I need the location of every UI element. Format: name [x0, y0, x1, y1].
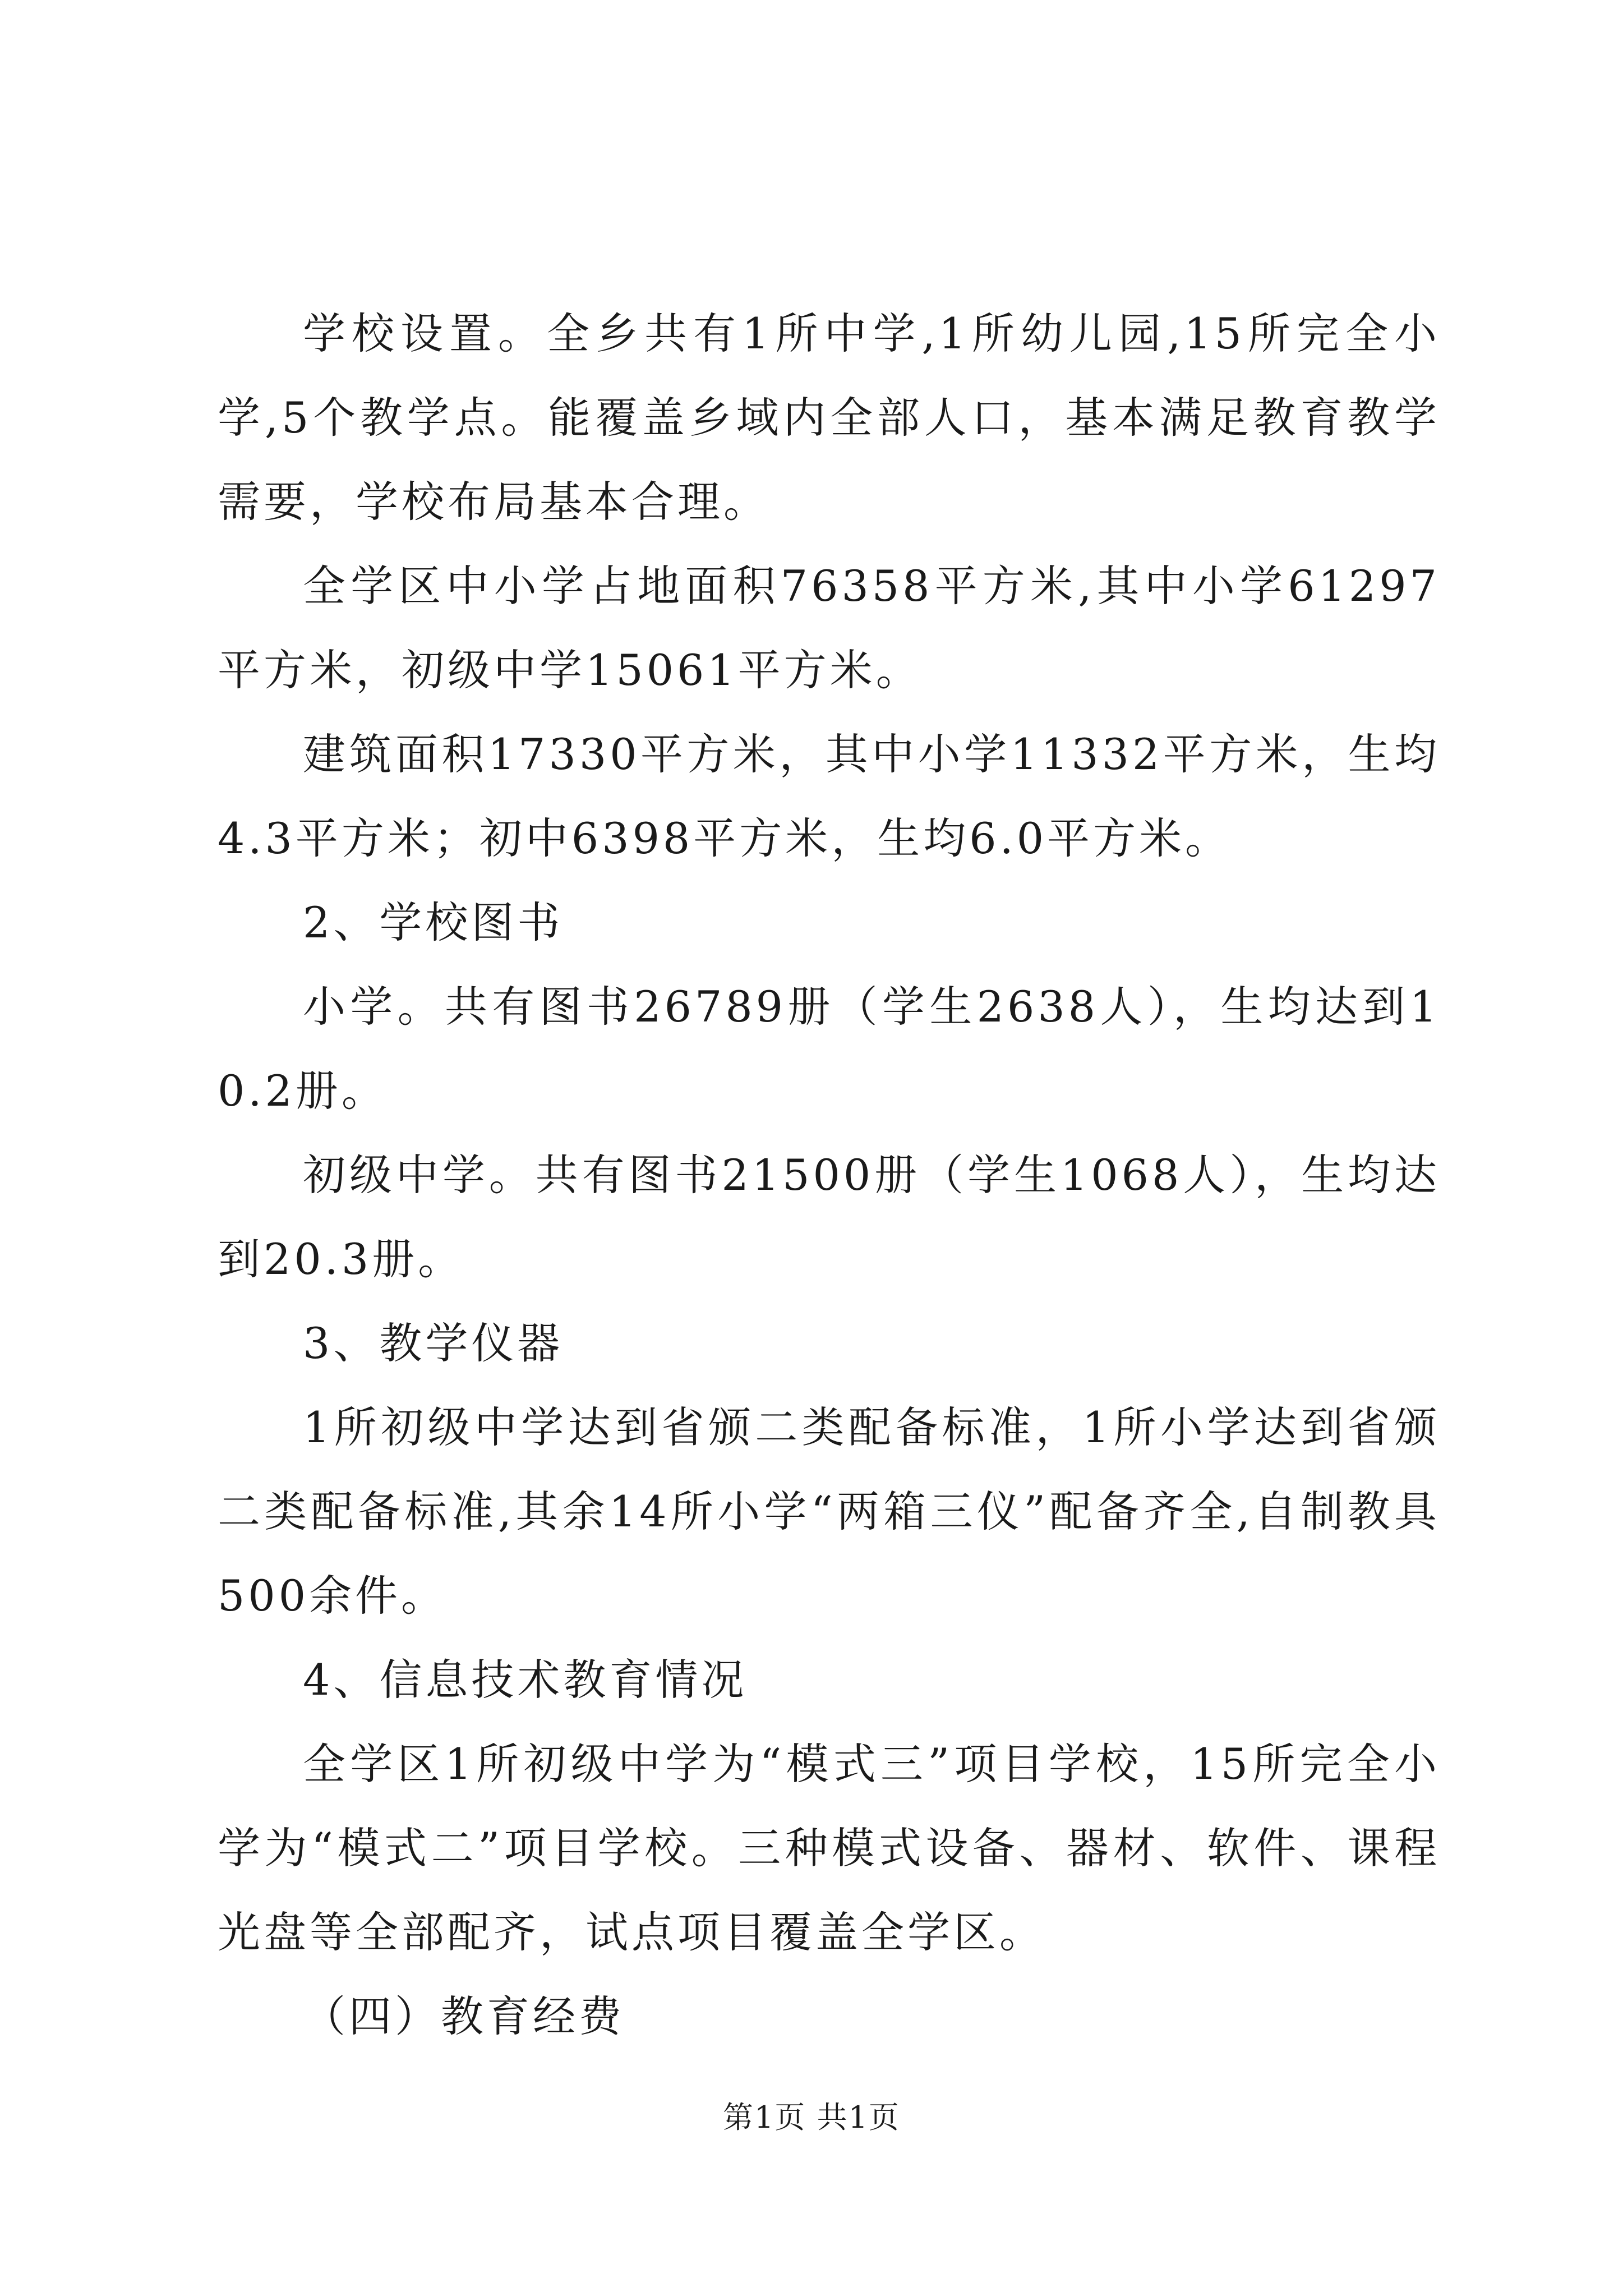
paragraph-land-area: 全学区中小学占地面积76358平方米,其中小学61297平方米，初级中学15061平方米。: [218, 561, 1440, 695]
section-heading-it-education: 4、信息技术教育情况: [303, 1655, 748, 1705]
page-footer: 第1页 共1页: [723, 2100, 900, 2135]
document-body: [218, 292, 1440, 2059]
section-heading-books: 2、学校图书: [303, 898, 564, 947]
paragraph-school-setup: 学校设置。全乡共有1所中学,1所幼儿园,15所完全小学,5个教学点。能覆盖乡域内全部人口，基本满足教育教学需要，学校布局基本合理。: [218, 309, 1440, 527]
paragraph-instruments: 1所初级中学达到省颁二类配备标准，1所小学达到省颁二类配备标准,其余14所小学“两箱三仪”配备齐全,自制教具500余件。: [218, 1402, 1440, 1621]
paragraph-primary-books: 小学。共有图书26789册（学生2638人），生均达到10.2册。: [218, 982, 1440, 1116]
paragraph-building-area: 建筑面积17330平方米，其中小学11332平方米，生均4.3平方米；初中6398平方米，生均6.0平方米。: [218, 729, 1440, 863]
section-heading-funding: （四）教育经费: [303, 1991, 625, 2041]
paragraph-middle-books: 初级中学。共有图书21500册（学生1068人），生均达到20.3册。: [218, 1150, 1440, 1284]
section-heading-instruments: 3、教学仪器: [303, 1318, 564, 1368]
paragraph-it-education: 全学区1所初级中学为“模式三”项目学校，15所完全小学为“模式二”项目学校。三种模式设备、器材、软件、课程光盘等全部配齐，试点项目覆盖全学区。: [218, 1739, 1440, 1957]
